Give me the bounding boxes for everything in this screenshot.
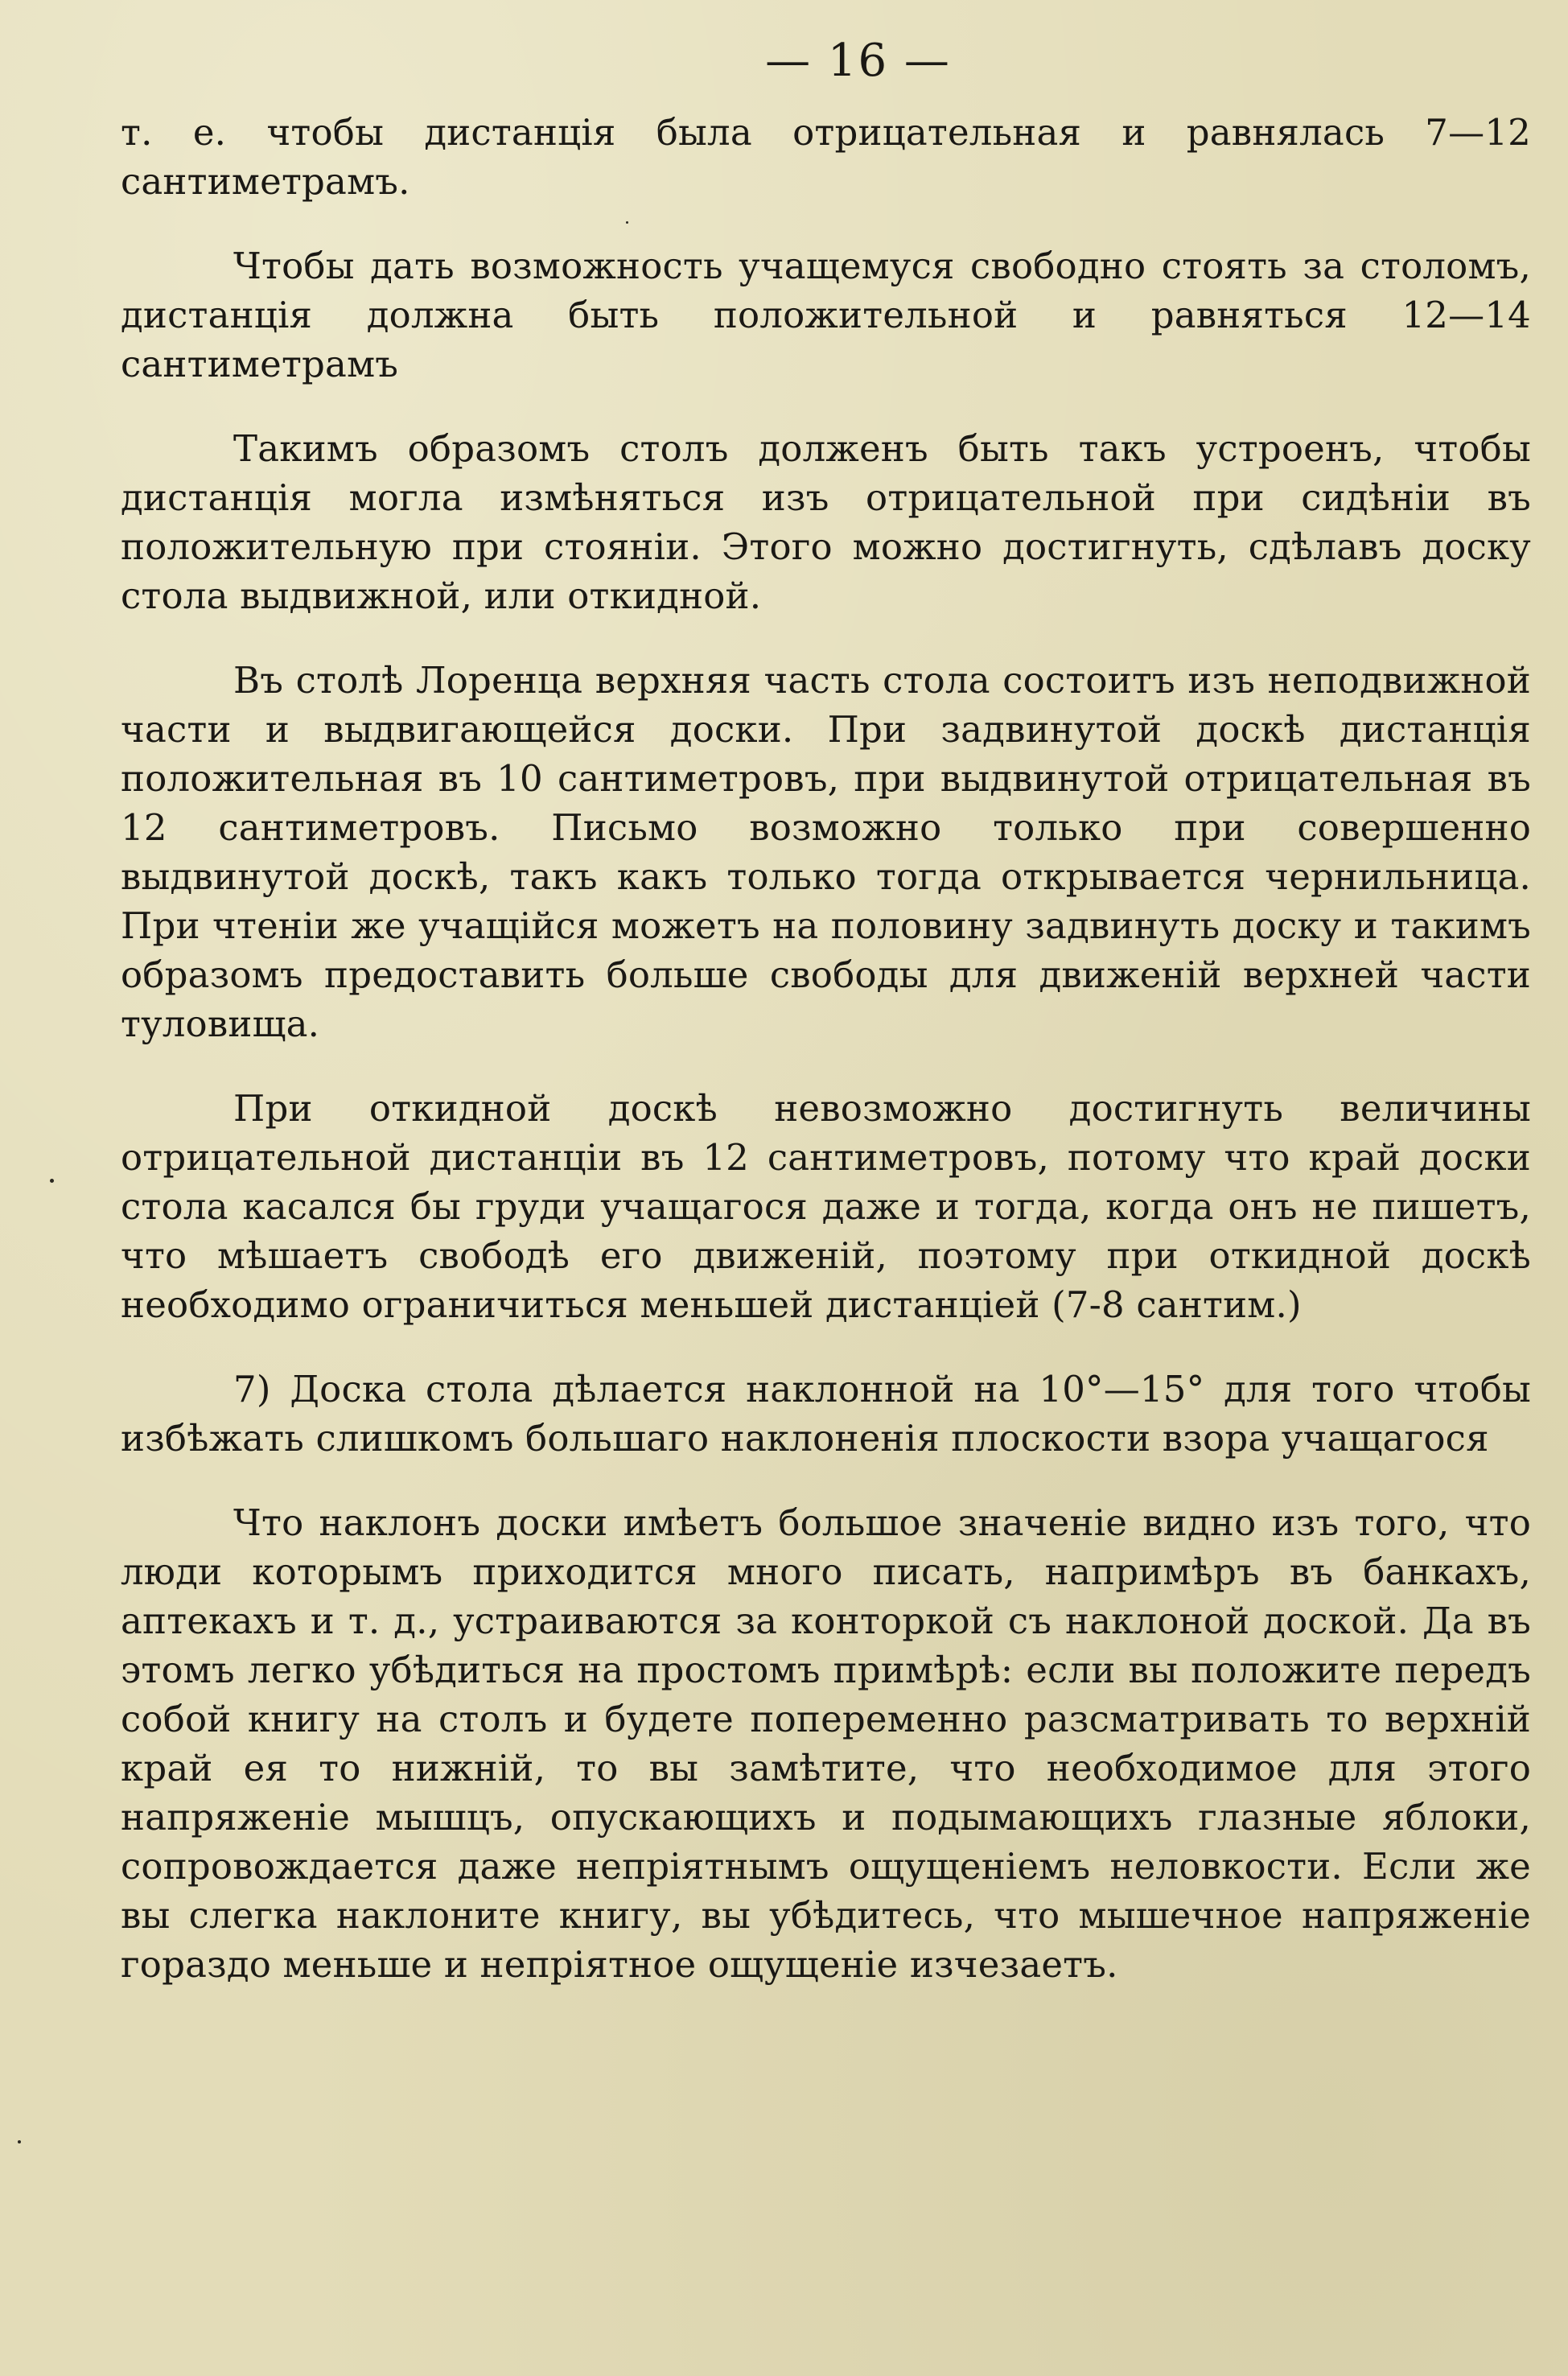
- paragraph-1: т. е. чтобы дистанція была отрицательная и равнялась 7—12 сантиметрамъ.: [121, 111, 1531, 203]
- paragraph-5: При откидной доскѣ невозможно достигнуть величины отрицательной дистанціи въ 12 сантиметровъ, потому что край доски стола касался бы груди учащагося даже и тогда, когда онъ не пишетъ, что мѣшаетъ свободѣ его движеній, поэтому при откидной доскѣ необходимо ограничиться меньшей дистанціей (7-8 сантим.): [121, 1087, 1531, 1326]
- paragraph-3: Такимъ образомъ столъ долженъ быть такъ устроенъ, чтобы дистанція могла измѣняться изъ отрицательной при сидѣніи въ положительную при стояніи. Этого можно достигнуть, сдѣлавъ доску стола выдвижной, или откидной.: [121, 427, 1531, 617]
- paragraph-4: Въ столѣ Лоренца верхняя часть стола состоитъ изъ неподвижной части и выдвигающейся доски. При задвинутой доскѣ дистанція положительная въ 10 сантиметровъ, при выдвинутой отрицательная въ 12 сантиметровъ. Письмо возможно только при совершенно выдвинутой доскѣ, такъ какъ только тогда открывается чернильница. При чтеніи же учащійся можетъ на половину задвинуть доску и такимъ образомъ предоставить больше свободы для движеній верхней части туловища.: [121, 659, 1531, 1045]
- paragraph-6: 7) Доска стола дѣлается наклонной на 10°—15° для того чтобы избѣжать слишкомъ большаго наклоненія плоскости взора учащагося: [121, 1368, 1531, 1460]
- ink-speck: [18, 2140, 21, 2143]
- ink-speck: [50, 1179, 54, 1183]
- page-number: — 16 —: [765, 35, 951, 87]
- ink-speck: [626, 221, 628, 224]
- paragraph-7: Что наклонъ доски имѣетъ большое значеніе видно изъ того, что люди которымъ приходится много писать, напримѣръ въ банкахъ, аптекахъ и т. д., устраиваются за конторкой съ наклоной доской. Да въ этомъ легко убѣдиться на простомъ примѣрѣ: если вы положите передъ собой книгу на столъ и будете попеременно разсматривать то верхній край ея то нижній, то вы замѣтите, что необходимое для этого напряженіе мышцъ, опускающихъ и подымающихъ глазные яблоки, сопровождается даже непріятнымъ ощущеніемъ неловкости. Если же вы слегка наклоните книгу, вы убѣдитесь, что мышечное напряженіе гораздо меньше и непріятное ощущеніе изчезаетъ.: [121, 1501, 1531, 1986]
- paragraph-2: Чтобы дать возможность учащемуся свободно стоять за столомъ, дистанція должна быть положительной и равняться 12—14 сантиметрамъ: [121, 245, 1531, 385]
